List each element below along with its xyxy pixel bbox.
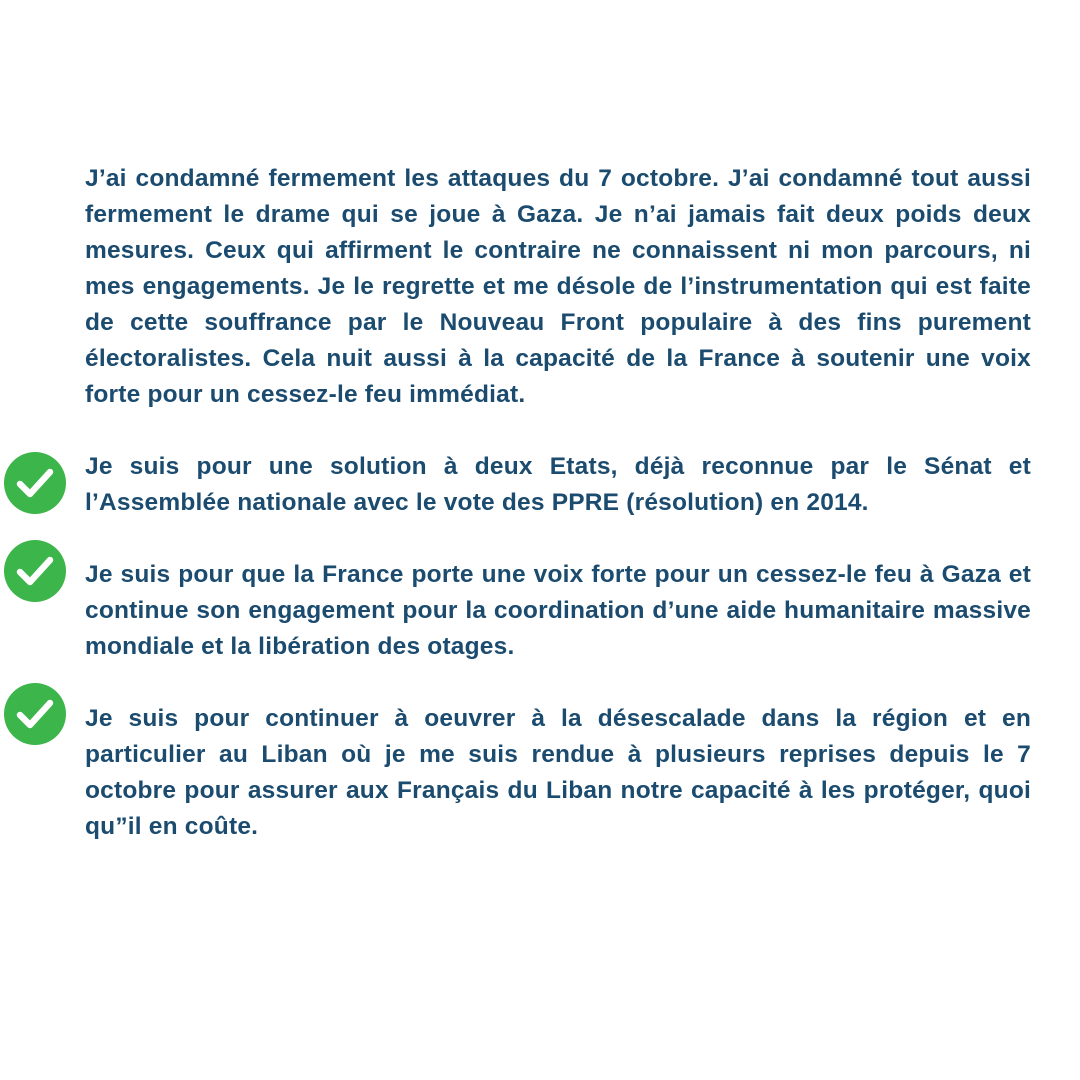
check-circle-icon (3, 451, 67, 515)
point-paragraph-two-states: Je suis pour une solution à deux Etats, déjà reconnue par le Sénat et l’Assemblée nationale avec le vote des PPRE (résolution) en 2014. (85, 453, 1031, 516)
check-circle-icon (3, 682, 67, 746)
check-circle-icon (3, 539, 67, 603)
intro-paragraph: J’ai condamné fermement les attaques du 7 octobre. J’ai condamné tout aussi fermement le drame qui se joue à Gaza. Je n’ai jamais fait deux poids deux mesures. Ceux qui affirment le contraire ne connaissent ni mon parcours, ni mes engagements. Je le regrette et me désole de l’instrumentation qui est faite de cette souffrance par le Nouveau Front populaire à des fins purement électoralistes. Cela nuit aussi à la capacité de la France à soutenir une voix forte pour un cessez-le feu immédiat. (85, 165, 1031, 408)
point-paragraph-ceasefire: Je suis pour que la France porte une voix forte pour un cessez-le feu à Gaza et continue son engagement pour la coordination d’une aide humanitaire massive mondiale et la libération des otages. (85, 561, 1031, 660)
point-paragraph-lebanon: Je suis pour continuer à oeuvrer à la désescalade dans la région et en particulier au Liban où je me suis rendue à plusieurs reprises depuis le 7 octobre pour assurer aux Français du Liban notre capacité à les protéger, quoi qu”il en coûte. (85, 705, 1031, 840)
